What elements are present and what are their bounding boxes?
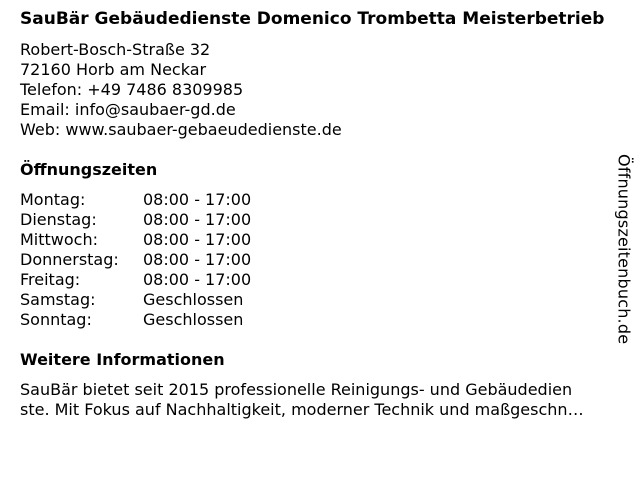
hours-row-friday bbox=[20, 270, 620, 290]
time-value: 08:00 - 17:00 bbox=[143, 250, 252, 269]
time-value: 08:00 - 17:00 bbox=[143, 270, 252, 289]
time-value: Geschlossen bbox=[143, 290, 244, 309]
business-name: SauBär Gebäudedienste Domenico Trombetta Meisterbetrieb bbox=[20, 9, 605, 29]
watermark-text: Öffnungszeitenbuch.de bbox=[614, 153, 634, 345]
time-value: 08:00 - 17:00 bbox=[143, 210, 252, 229]
hours-title: Öffnungszeiten bbox=[20, 160, 158, 179]
time-value: 08:00 - 17:00 bbox=[143, 230, 252, 249]
day-label: Dienstag: bbox=[20, 210, 97, 229]
description-line: SauBär bietet seit 2015 professionelle Reinigungs- und Gebäudedien bbox=[20, 380, 573, 399]
day-label: Freitag: bbox=[20, 270, 81, 289]
info-description bbox=[20, 380, 632, 420]
time-value: 08:00 - 17:00 bbox=[143, 190, 252, 209]
hours-row-thursday bbox=[20, 250, 620, 270]
day-label: Samstag: bbox=[20, 290, 96, 309]
website-link[interactable]: Web: www.saubaer-gebaeudedienste.de bbox=[20, 120, 342, 139]
hours-row-tuesday bbox=[20, 210, 620, 230]
email-address[interactable]: Email: info@saubaer-gd.de bbox=[20, 100, 236, 119]
time-value: Geschlossen bbox=[143, 310, 244, 329]
description-line: ste. Mit Fokus auf Nachhaltigkeit, moderner Technik und maßgeschn… bbox=[20, 400, 584, 419]
contact-block bbox=[20, 40, 620, 140]
day-label: Montag: bbox=[20, 190, 86, 209]
day-label: Donnerstag: bbox=[20, 250, 119, 269]
street-address: Robert-Bosch-Straße 32 bbox=[20, 40, 211, 59]
hours-row-wednesday bbox=[20, 230, 620, 250]
opening-hours-table bbox=[20, 190, 620, 330]
info-title: Weitere Informationen bbox=[20, 350, 225, 369]
site-watermark bbox=[613, 135, 635, 363]
hours-row-monday bbox=[20, 190, 620, 210]
day-label: Sonntag: bbox=[20, 310, 92, 329]
day-label: Mittwoch: bbox=[20, 230, 98, 249]
hours-row-sunday bbox=[20, 310, 620, 330]
hours-row-saturday bbox=[20, 290, 620, 310]
business-card bbox=[20, 10, 620, 420]
phone-number[interactable]: Telefon: +49 7486 8309985 bbox=[20, 80, 244, 99]
city-address: 72160 Horb am Neckar bbox=[20, 60, 207, 79]
